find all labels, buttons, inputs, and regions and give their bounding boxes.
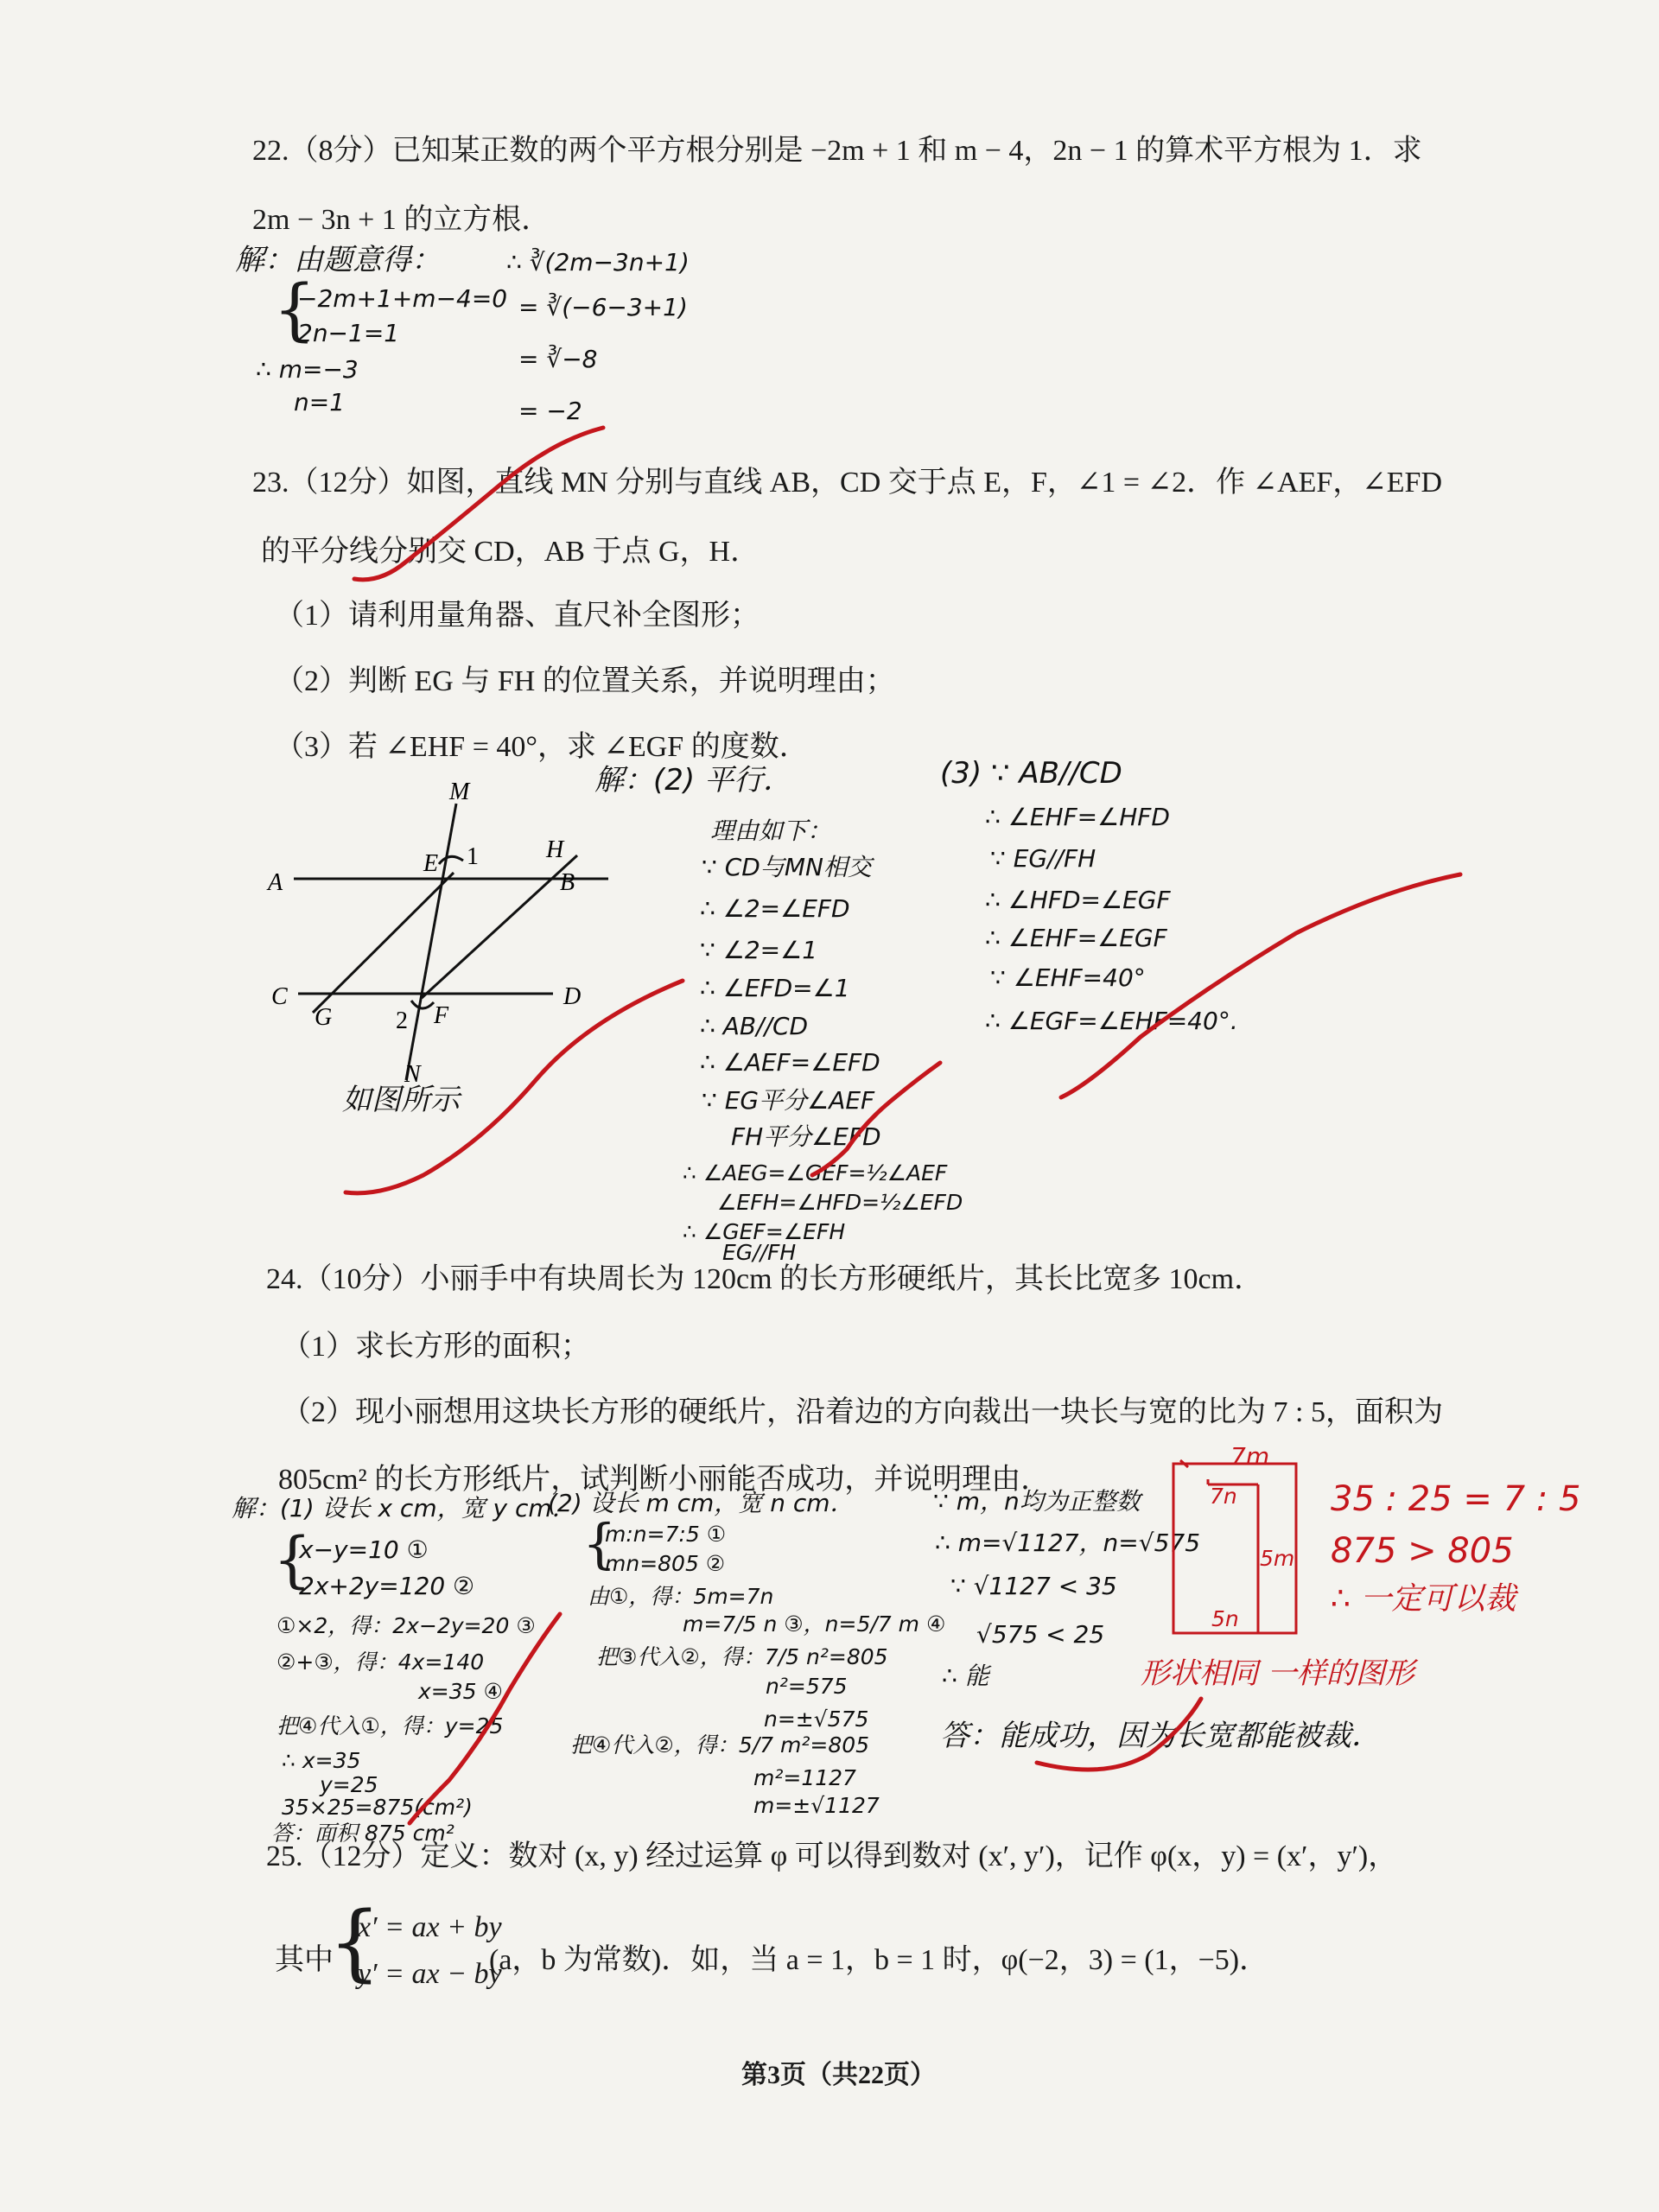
p23-r2: ∵ EG//FH <box>990 844 1096 873</box>
fig-label-A: A <box>268 869 283 896</box>
p23-m1: 理由如下： <box>710 817 832 845</box>
p24-m3: 由①，得：5m=7n <box>588 1584 774 1609</box>
p24-m7: n=±√575 <box>764 1707 869 1732</box>
p24-m8: 把④代入②，得：5/7 m²=805 <box>570 1732 870 1758</box>
p23-q1: （1）请利用量角器、直尺补全图形； <box>275 600 760 632</box>
p24-l5: x=35 ④ <box>418 1679 503 1704</box>
red-note-5m: 5m <box>1260 1546 1295 1571</box>
p23-m6: ∴ AB//CD <box>700 1012 809 1040</box>
p23-m8: ∵ EG平分∠AEF <box>702 1086 875 1115</box>
p23-r3: ∴ ∠HFD=∠EGF <box>985 886 1171 914</box>
brace: { <box>582 1512 617 1575</box>
p23-q2: （2）判断 EG 与 FH 的位置关系，并说明理由； <box>275 665 895 697</box>
p25-line2: (a，b 为常数)．如，当 a = 1，b = 1 时，φ(−2，3) = (1，−5)． <box>489 1944 1269 1976</box>
p24-r5: 答：能成功，因为长宽都能被裁． <box>940 1719 1381 1753</box>
p24-r0: ∵ m，n均为正整数 <box>933 1487 1141 1516</box>
p24-m10: m=±√1127 <box>753 1793 880 1818</box>
fig-label-2: 2 <box>396 1007 408 1034</box>
p24-r2: ∵ √1127 < 35 <box>950 1572 1117 1600</box>
p23-m7: ∴ ∠AEF=∠EFD <box>700 1048 880 1077</box>
p24-m4: m=7/5 n ③，n=5/7 m ④ <box>683 1611 946 1637</box>
p22-r1: ∴ ∛(2m−3n+1) <box>506 248 690 276</box>
p24-m6: n²=575 <box>766 1674 848 1699</box>
p23-m4: ∵ ∠2=∠1 <box>700 936 818 964</box>
p24-r4: ∴ 能 <box>942 1662 989 1690</box>
p23-m3: ∴ ∠2=∠EFD <box>700 894 850 923</box>
p23-m9: FH平分∠EFD <box>731 1122 881 1151</box>
p23-r5: ∵ ∠EHF=40° <box>990 963 1146 992</box>
fig-label-C: C <box>271 983 288 1010</box>
fig-label-F: F <box>434 1002 449 1029</box>
brace: { <box>273 1524 312 1595</box>
p24-l0: 解：(1) 设长 x cm，宽 y cm． <box>232 1494 576 1522</box>
p22-r3: = ∛−8 <box>518 345 598 373</box>
fig-label-1: 1 <box>467 843 479 870</box>
fig-label-D: D <box>563 983 582 1010</box>
p24-l3: ①×2，得：2x−2y=20 ③ <box>276 1613 536 1638</box>
red-note-compare: 875 > 805 <box>1331 1531 1514 1571</box>
p23-figure-note: 如图所示 <box>342 1083 460 1117</box>
red-note-7n: 7n <box>1210 1484 1237 1509</box>
fig-label-E: E <box>423 850 439 877</box>
p24-q2: （2）现小丽想用这块长方形的硬纸片，沿着边的方向裁出一块长与宽的比为 7 : 5，面积为 <box>282 1396 1443 1428</box>
p22-eq1: −2m+1+m−4=0 <box>297 284 508 313</box>
p23-m11: ∠EFH=∠HFD=½∠EFD <box>717 1190 963 1215</box>
p25-prefix: 其中 <box>275 1944 334 1976</box>
p24-line1: 24.（10分）小丽手中有块周长为 120cm 的长方形硬纸片，其长比宽多 10cm． <box>266 1263 1264 1295</box>
fig-label-M: M <box>449 779 470 805</box>
p23-line2: 的平分线分别交 CD，AB 于点 G，H． <box>261 536 760 568</box>
p23-m0: 解：(2) 平行． <box>594 763 792 798</box>
p22-sol1: ∴ m=−3 <box>256 355 359 384</box>
p24-l6: 把④代入①，得：y=25 <box>276 1713 504 1738</box>
p24-l4: ②+③，得：4x=140 <box>276 1649 485 1675</box>
p23-r4: ∴ ∠EHF=∠EGF <box>985 924 1167 952</box>
p24-m2: mn=805 ② <box>605 1551 726 1576</box>
p24-m9: m²=1127 <box>753 1765 856 1790</box>
fig-label-H: H <box>546 836 564 863</box>
p23-r0: (3) ∵ AB//CD <box>940 756 1122 791</box>
fig-label-B: B <box>560 869 575 896</box>
p23-m13: EG//FH <box>722 1240 797 1265</box>
p24-q1: （1）求长方形的面积； <box>282 1331 590 1363</box>
p24-l10: 答：面积 875 cm² <box>271 1821 454 1846</box>
p25-sys2: y′ = ax − by <box>358 1958 502 1990</box>
p23-line1: 23.（12分）如图，直线 MN 分别与直线 AB，CD 交于点 E，F，∠1 = ∠2．作 ∠AEF，∠EFD <box>252 467 1443 499</box>
brace: { <box>273 271 316 349</box>
red-note-5n: 5n <box>1211 1606 1239 1631</box>
page-footer: 第3页（共22页） <box>741 2061 936 2089</box>
p24-m1: m:n=7:5 ① <box>605 1522 727 1547</box>
p24-l2: 2x+2y=120 ② <box>299 1572 475 1600</box>
fig-label-G: G <box>315 1004 333 1031</box>
p23-m10: ∴ ∠AEG=∠GEF=½∠AEF <box>683 1160 948 1185</box>
red-note-shape: 形状相同 一样的图形 <box>1141 1656 1414 1691</box>
brace: { <box>328 1894 382 1991</box>
p22-line2: 2m − 3n + 1 的立方根． <box>252 204 551 236</box>
p23-m5: ∴ ∠EFD=∠1 <box>700 974 850 1002</box>
p24-q2b: 805cm² 的长方形纸片，试判断小丽能否成功，并说明理由． <box>278 1464 1051 1496</box>
p24-m0: (2) 设长 m cm，宽 n cm． <box>548 1489 855 1517</box>
p24-m5: 把③代入②，得：7/5 n²=805 <box>596 1644 888 1669</box>
red-note-7m: 7m <box>1230 1442 1270 1471</box>
p25-line1: 25.（12分）定义：数对 (x, y) 经过运算 φ 可以得到数对 (x′, y′)，记作 φ(x，y) = (x′，y′)， <box>266 1840 1398 1872</box>
red-note-ratio: 35 : 25 = 7 : 5 <box>1331 1479 1581 1519</box>
p23-r1: ∴ ∠EHF=∠HFD <box>985 803 1170 831</box>
p23-m2: ∵ CD与MN相交 <box>702 853 872 881</box>
p23-m12: ∴ ∠GEF=∠EFH <box>683 1219 846 1244</box>
p24-r1: ∴ m=√1127，n=√575 <box>935 1529 1201 1557</box>
p24-l9: 35×25=875(cm²) <box>282 1795 473 1820</box>
p25-sys1: x′ = ax + by <box>358 1911 502 1943</box>
p22-eq2: 2n−1=1 <box>297 319 400 347</box>
p22-r4: = −2 <box>518 397 582 425</box>
fig-label-N: N <box>404 1061 421 1088</box>
p24-l8: y=25 <box>320 1772 378 1797</box>
p22-solve-label: 解：由题意得： <box>235 243 441 277</box>
p23-q3: （3）若 ∠EHF = 40°，求 ∠EGF 的度数． <box>275 731 809 763</box>
p24-r3: √575 < 25 <box>976 1620 1105 1649</box>
p24-l1: x−y=10 ① <box>299 1535 429 1564</box>
p23-r6: ∴ ∠EGF=∠EHF=40°. <box>985 1007 1238 1035</box>
p22-line1: 22.（8分）已知某正数的两个平方根分别是 −2m + 1 和 m − 4，2n − 1 的算术平方根为 1．求 <box>252 135 1422 167</box>
p22-r2: = ∛(−6−3+1) <box>518 293 688 321</box>
red-note-conclusion: ∴ 一定可以裁 <box>1331 1581 1516 1617</box>
p22-sol2: n=1 <box>294 388 346 416</box>
p24-l7: ∴ x=35 <box>282 1748 361 1773</box>
